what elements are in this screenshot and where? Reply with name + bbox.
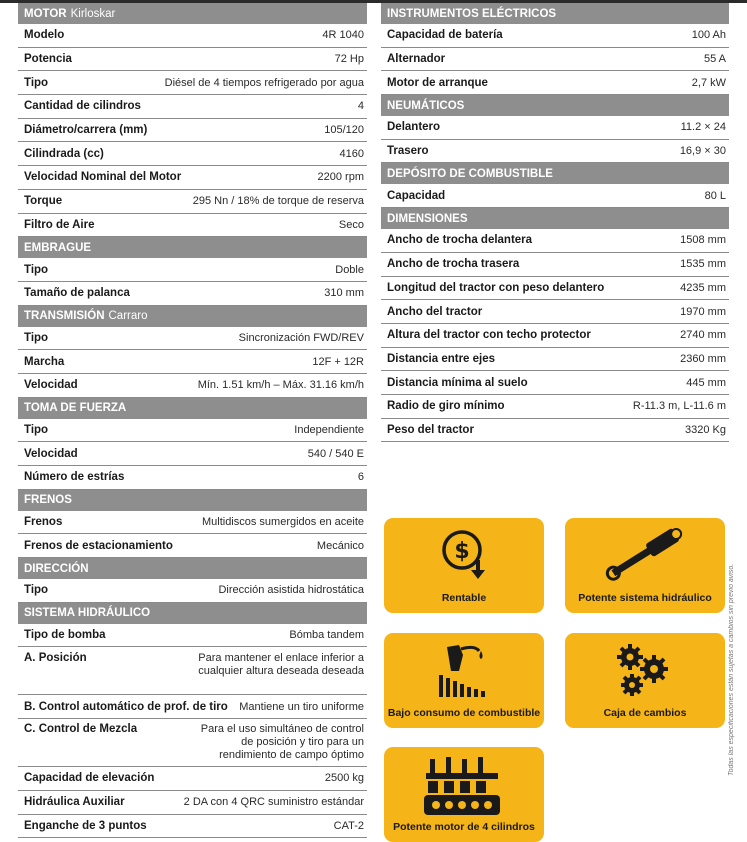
neumaticos-rows (381, 116, 729, 163)
spec-value: 1535 mm (680, 258, 726, 271)
spec-row (18, 647, 367, 695)
spec-label: Frenos (24, 516, 63, 529)
spec-row (18, 327, 367, 351)
spec-label: Delantero (387, 121, 441, 134)
spec-row (18, 166, 367, 190)
spec-value: Doble (335, 263, 364, 276)
feature-tiles (384, 518, 729, 840)
feature-combustible (384, 633, 544, 728)
svg-text:$: $ (454, 539, 470, 564)
feature-motor (384, 747, 544, 842)
section-title: TOMA DE FUERZA (24, 402, 127, 415)
spec-value: Independiente (294, 423, 364, 436)
spec-row (381, 71, 729, 95)
spec-row (18, 624, 367, 648)
spec-row (381, 395, 729, 419)
spec-row (18, 442, 367, 466)
spec-value: Para mantener el enlace inferior a cualquier altura deseada deseada (198, 652, 364, 678)
spec-row (18, 190, 367, 214)
spec-row (381, 300, 729, 324)
section-dimensiones (381, 208, 729, 229)
spec-row (381, 324, 729, 348)
section-direccion (18, 558, 367, 579)
spec-label: Motor de arranque (387, 76, 488, 89)
spec-row (18, 374, 367, 398)
spec-row (381, 371, 729, 395)
spec-label: Cilindrada (cc) (24, 147, 104, 160)
spec-value: 6 (357, 471, 364, 484)
spec-value: Mín. 1.51 km/h – Máx. 31.16 km/h (197, 379, 364, 392)
section-title: FRENOS (24, 494, 72, 507)
feature-label: Caja de cambios (603, 707, 687, 719)
spec-row (18, 695, 367, 719)
spec-label: Longitud del tractor con peso delantero (387, 281, 605, 294)
section-deposito (381, 163, 729, 184)
section-transmision (18, 306, 367, 327)
spec-label: Velocidad Nominal del Motor (24, 171, 182, 184)
feature-cambios (565, 633, 725, 728)
feature-label: Rentable (441, 592, 487, 604)
spec-label: Distancia entre ejes (387, 352, 496, 365)
spec-value: 100 Ah (691, 29, 726, 42)
spec-label: Radio de giro mínimo (387, 400, 505, 413)
spec-row (18, 466, 367, 490)
spec-value: Dirección asistida hidrostática (218, 584, 364, 597)
direccion-rows (18, 579, 367, 603)
spec-row (381, 253, 729, 277)
spec-label: Hidráulica Auxiliar (24, 796, 125, 809)
spec-label: Torque (24, 195, 63, 208)
spec-label: Tipo (24, 423, 49, 436)
spec-row (18, 419, 367, 443)
section-title: DEPÓSITO DE COMBUSTIBLE (387, 167, 553, 180)
spec-row (18, 511, 367, 535)
spec-value: 4235 mm (680, 281, 726, 294)
spec-label: Potencia (24, 53, 72, 66)
spec-value: 105/120 (324, 124, 364, 137)
spec-row (381, 116, 729, 140)
spec-label: Tipo (24, 76, 49, 89)
spec-row (18, 579, 367, 603)
section-title: SISTEMA HIDRÁULICO (24, 607, 151, 620)
spec-label: Distancia mínima al suelo (387, 376, 528, 389)
embrague-rows (18, 258, 367, 305)
section-instrumentos (381, 3, 729, 24)
spec-label: Tipo (24, 263, 49, 276)
spec-label: Tipo (24, 584, 49, 597)
hydraulic-cylinder-icon (600, 526, 690, 582)
toma-rows (18, 419, 367, 490)
section-frenos (18, 490, 367, 511)
feature-label: Potente sistema hidráulico (578, 592, 712, 604)
section-title: EMBRAGUE (24, 241, 92, 254)
spec-label: Número de estrías (24, 471, 125, 484)
spec-label: Velocidad (24, 447, 78, 460)
section-toma-de-fuerza (18, 398, 367, 419)
spec-label: Enganche de 3 puntos (24, 819, 147, 832)
spec-value: Bómba tandem (289, 629, 364, 642)
spec-row (18, 767, 367, 791)
spec-label: Tamaño de palanca (24, 287, 130, 300)
spec-row (18, 282, 367, 306)
spec-label: Capacidad de batería (387, 29, 503, 42)
spec-row (18, 719, 367, 767)
motor-rows (18, 24, 367, 237)
section-brand: Carraro (108, 310, 148, 323)
section-title: DIRECCIÓN (24, 562, 89, 575)
section-sistema-hidraulico (18, 603, 367, 624)
spec-label: Velocidad (24, 379, 78, 392)
spec-value: Para el uso simultáneo de control de posición y tiro para un rendimiento de campo óptimo (200, 723, 364, 762)
spec-row (18, 24, 367, 48)
spec-value: 295 Nn / 18% de torque de reserva (192, 195, 364, 208)
feature-rentable (384, 518, 544, 613)
spec-label: B. Control automático de prof. de tiro (24, 700, 228, 713)
spec-row (18, 258, 367, 282)
spec-value: Multidiscos sumergidos en aceite (201, 516, 364, 529)
spec-value: 310 mm (324, 287, 364, 300)
spec-value: 1970 mm (680, 305, 726, 318)
frenos-rows (18, 511, 367, 558)
spec-value: 72 Hp (334, 53, 364, 66)
spec-label: Filtro de Aire (24, 218, 95, 231)
section-title: MOTOR (24, 7, 67, 20)
transmision-rows (18, 327, 367, 398)
fuel-nozzle-icon (429, 641, 499, 701)
spec-value: 3320 Kg (685, 423, 726, 436)
instrumentos-rows (381, 24, 729, 95)
spec-value: 16,9 × 30 (679, 145, 726, 158)
spec-value: Mantiene un tiro uniforme (239, 700, 364, 713)
spec-value: 2,7 kW (691, 76, 726, 89)
spec-label: Altura del tractor con techo protector (387, 329, 591, 342)
spec-label: Ancho del tractor (387, 305, 483, 318)
section-brand: Kirloskar (70, 7, 116, 20)
spec-row (18, 350, 367, 374)
spec-value: 445 mm (686, 376, 726, 389)
spec-value: 11.2 × 24 (680, 121, 726, 134)
spec-row (18, 48, 367, 72)
spec-value: 4 (357, 100, 364, 113)
spec-label: Trasero (387, 145, 429, 158)
section-title: DIMENSIONES (387, 212, 468, 225)
spec-label: Capacidad (387, 189, 446, 202)
section-embrague (18, 237, 367, 258)
spec-value: 80 L (704, 189, 726, 202)
spec-row (381, 348, 729, 372)
spec-row (18, 119, 367, 143)
spec-value: 12F + 12R (312, 355, 364, 368)
spec-label: Tipo de bomba (24, 629, 106, 642)
section-title: TRANSMISIÓN (24, 310, 105, 323)
section-motor (18, 3, 367, 24)
spec-row (381, 140, 729, 164)
spec-value: 55 A (703, 53, 726, 66)
spec-label: A. Posición (24, 652, 87, 665)
spec-label: Ancho de trocha trasera (387, 258, 520, 271)
spec-value: 2200 rpm (317, 171, 364, 184)
spec-row (18, 791, 367, 815)
spec-label: C. Control de Mezcla (24, 723, 138, 736)
spec-value: 1508 mm (680, 234, 726, 247)
spec-value: Seco (338, 218, 364, 231)
spec-row (381, 184, 729, 208)
section-title: NEUMÁTICOS (387, 99, 465, 112)
spec-label: Alternador (387, 53, 446, 66)
spec-value: Sincronización FWD/REV (238, 331, 364, 344)
spec-label: Peso del tractor (387, 423, 474, 436)
spec-row (381, 277, 729, 301)
spec-label: Diámetro/carrera (mm) (24, 124, 148, 137)
spec-row (381, 229, 729, 253)
right-spec-column (381, 3, 729, 442)
spec-label: Frenos de estacionamiento (24, 539, 173, 552)
spec-label: Tipo (24, 331, 49, 344)
spec-row (18, 815, 367, 839)
spec-label: Ancho de trocha delantera (387, 234, 533, 247)
spec-value: 540 / 540 E (307, 447, 364, 460)
spec-value: CAT-2 (333, 819, 364, 832)
spec-value: 4R 1040 (322, 29, 364, 42)
dollar-down-icon (436, 526, 492, 582)
spec-value: 2 DA con 4 QRC suministro estándar (183, 796, 364, 809)
spec-row (18, 534, 367, 558)
section-neumaticos (381, 95, 729, 116)
spec-label: Capacidad de elevación (24, 772, 155, 785)
spec-value: 2500 kg (324, 772, 364, 785)
section-title: INSTRUMENTOS ELÉCTRICOS (387, 7, 557, 20)
spec-label: Modelo (24, 29, 65, 42)
deposito-rows (381, 184, 729, 208)
disclaimer-note: Todas las especificaciones están sujetas a cambios sin previo aviso. (728, 563, 735, 777)
feature-hidraulico (565, 518, 725, 613)
spec-value: 4160 (339, 147, 364, 160)
spec-row (381, 24, 729, 48)
spec-label: Marcha (24, 355, 65, 368)
left-spec-column (18, 3, 367, 838)
spec-value: R-11.3 m, L-11.6 m (632, 400, 726, 413)
gears-icon (610, 641, 680, 701)
feature-label: Bajo consumo de combustible (387, 707, 541, 719)
spec-row (381, 48, 729, 72)
spec-row (18, 214, 367, 238)
engine-icon (422, 755, 506, 817)
spec-value: Mecánico (316, 539, 364, 552)
spec-row (18, 95, 367, 119)
spec-value: 2740 mm (680, 329, 726, 342)
dimensiones-rows (381, 229, 729, 442)
spec-row (18, 71, 367, 95)
feature-label: Potente motor de 4 cilindros (393, 821, 535, 833)
spec-value: 2360 mm (680, 352, 726, 365)
spec-label: Cantidad de cilindros (24, 100, 141, 113)
spec-row (381, 419, 729, 443)
hidraulico-rows (18, 624, 367, 838)
spec-value: Diésel de 4 tiempos refrigerado por agua (164, 76, 364, 89)
spec-row (18, 142, 367, 166)
